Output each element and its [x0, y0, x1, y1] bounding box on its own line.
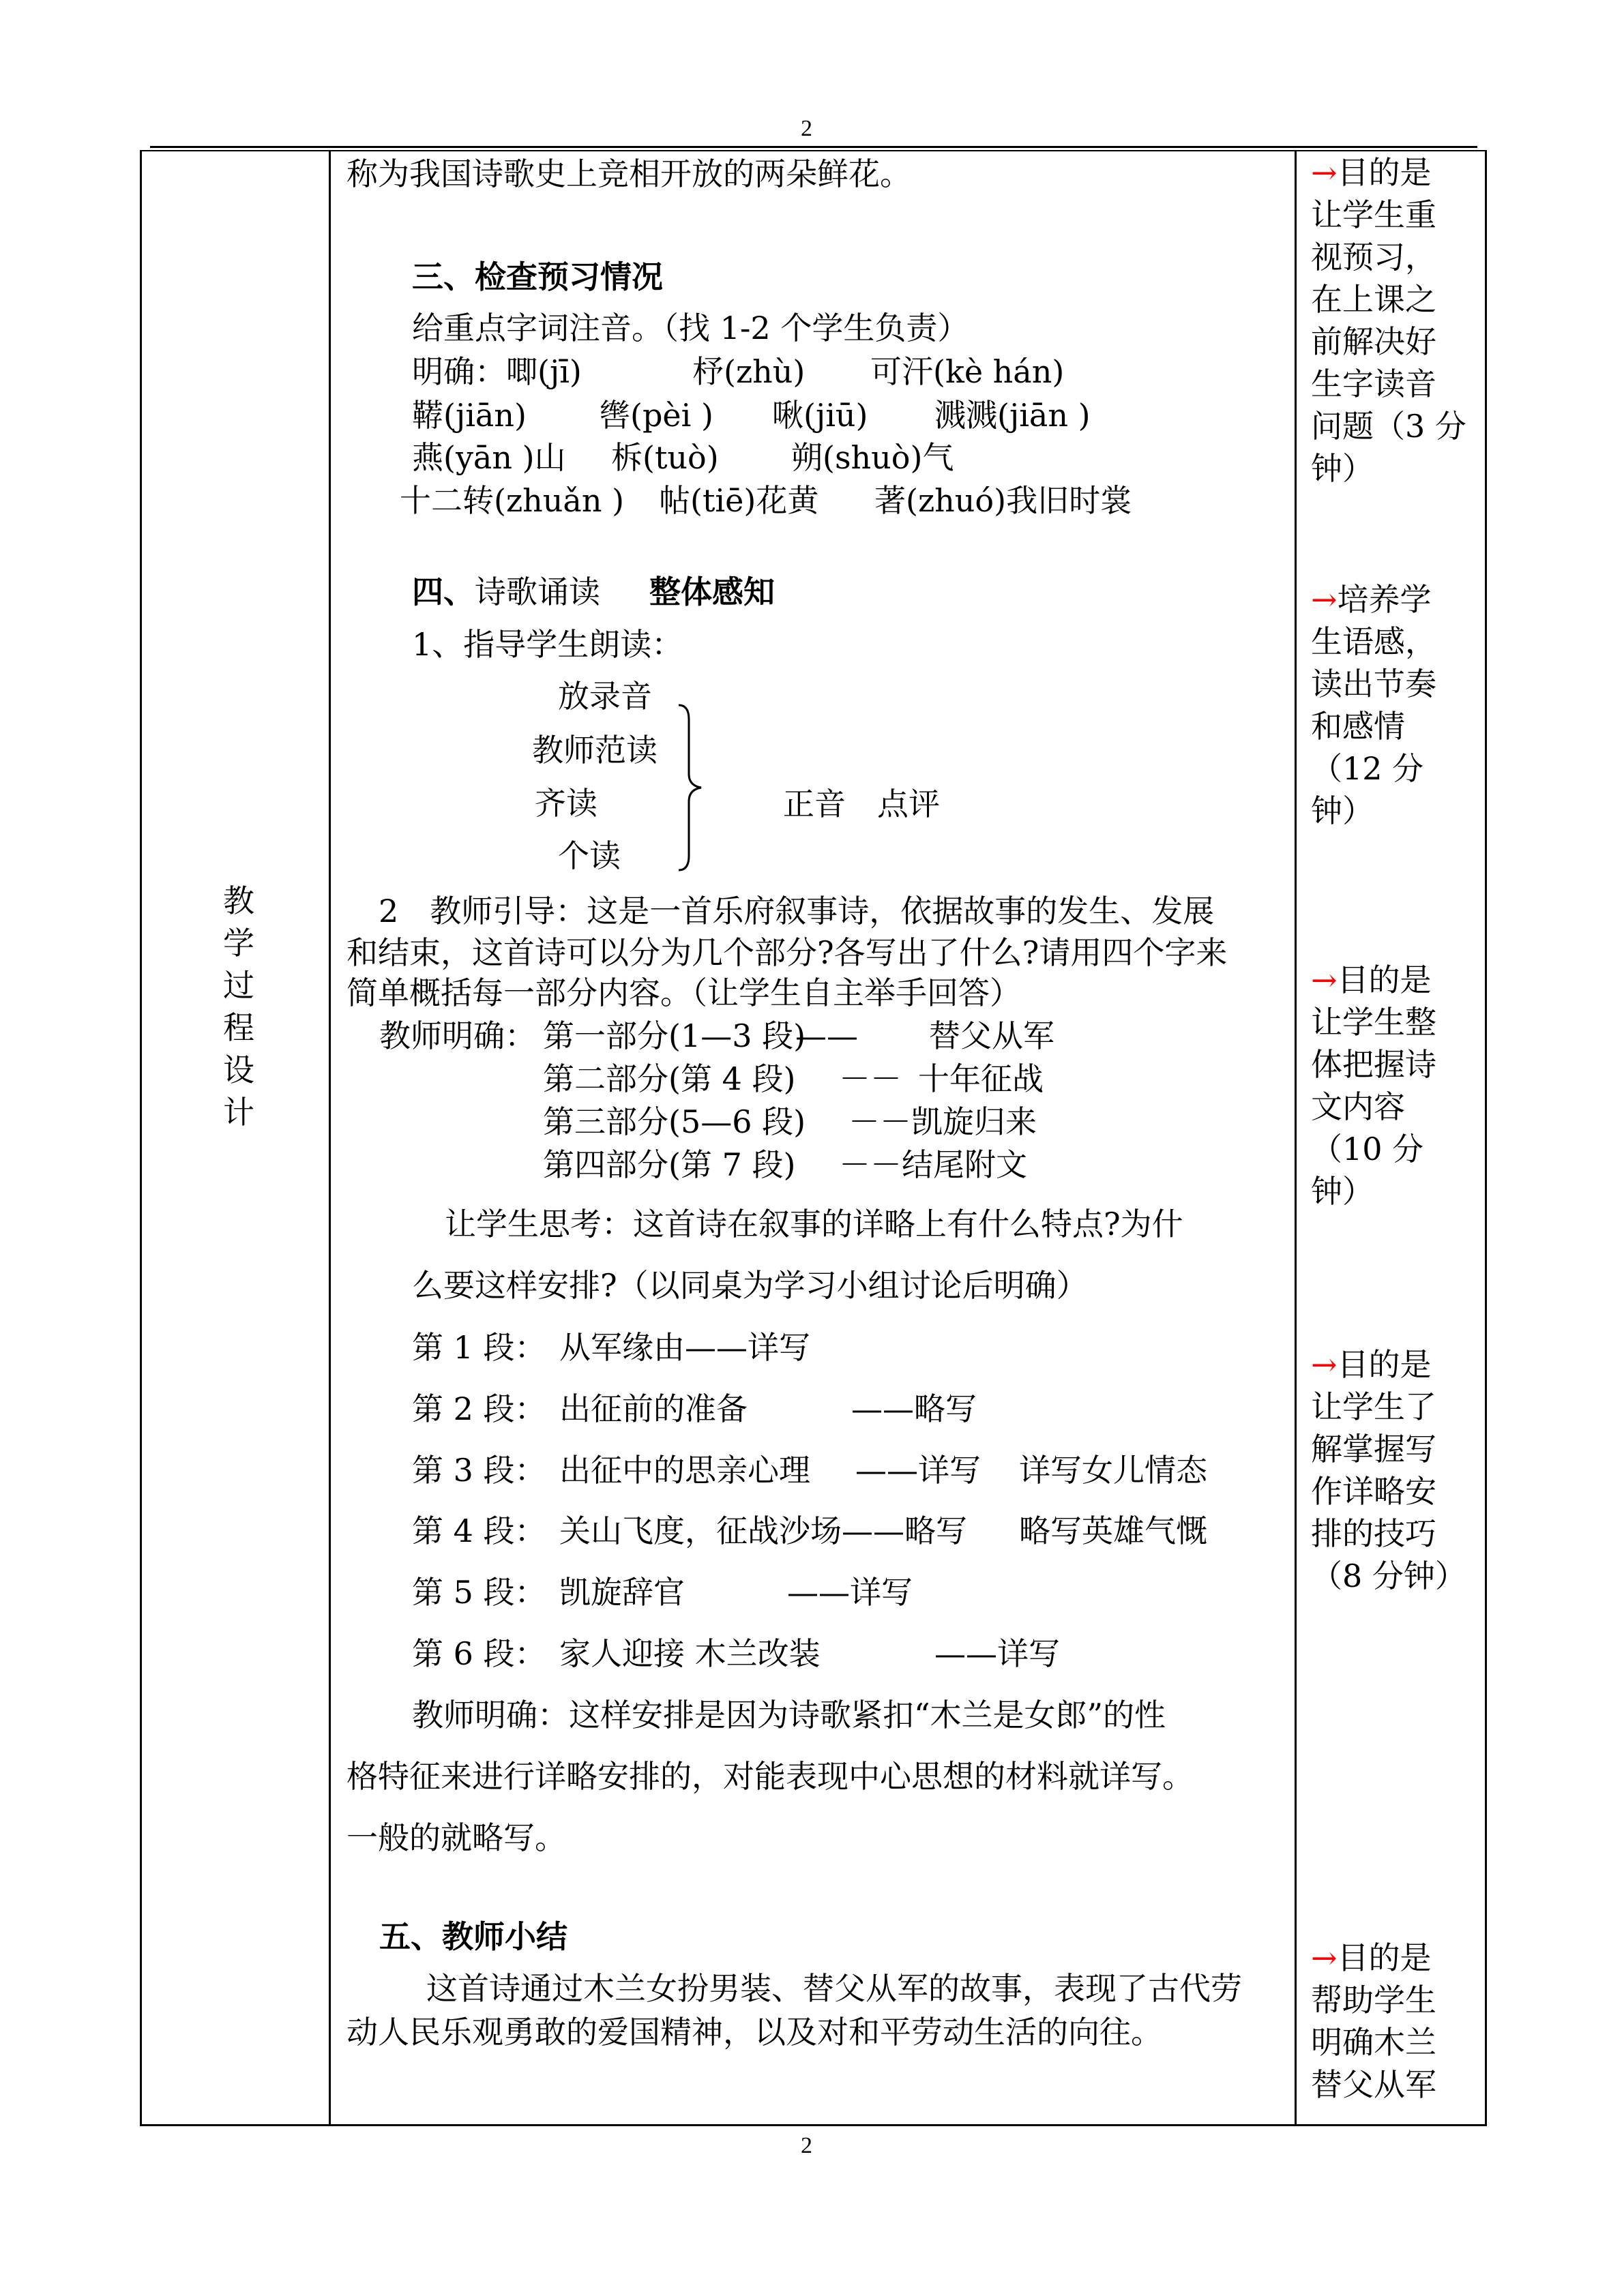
- page-number-top: 2: [801, 116, 812, 141]
- section4-heading: [412, 573, 775, 610]
- table-left-border: [140, 150, 142, 2126]
- side-note-first-line: →目的是: [1311, 961, 1432, 998]
- label-char: 设: [223, 1052, 254, 1088]
- paragraph-note: 详写女儿情态: [1019, 1452, 1207, 1489]
- section3-instruction: 给重点字词注音。（找 1-2 个学生负责）: [412, 310, 969, 346]
- table-bottom-rule: [140, 2124, 1487, 2126]
- paragraph-content: 家人迎接 木兰改装: [559, 1635, 821, 1672]
- paragraph-tag: ——详写: [934, 1635, 1060, 1672]
- section3-heading: 三、检查预习情况: [412, 258, 663, 295]
- pinyin-item: 可汗(kè hán): [870, 353, 1065, 390]
- part-sep: －－凯旋归来: [848, 1103, 1037, 1140]
- part-summary: 十年征战: [918, 1060, 1044, 1097]
- part-sep: －－结尾附文: [839, 1146, 1027, 1183]
- teaching-process-label: [218, 880, 259, 1133]
- paragraph-label: 第 4 段：: [412, 1512, 546, 1549]
- intro-line: 称为我国诗歌史上竞相开放的两朵鲜花。: [346, 155, 911, 192]
- side-note: →目的是 让学生重 视预习， 在上课之 前解决好 生字读音 问题（3 分 钟）: [1311, 151, 1466, 490]
- conclusion-line: 格特征来进行详略安排的，对能表现中心思想的材料就详写。: [346, 1758, 1194, 1795]
- paragraph-tag: ——略写: [851, 1390, 977, 1427]
- reading-method: 个读: [558, 837, 621, 874]
- side-note-first-line: →培养学: [1311, 581, 1432, 618]
- part-name: 第三部分(5—6 段): [543, 1103, 806, 1140]
- item2-line: 2 教师引导：这是一首乐府叙事诗，依据故事的发生、发展: [379, 893, 1215, 929]
- table-top-rule-inner: [140, 150, 1487, 151]
- side-note-first-line: →目的是: [1311, 154, 1432, 191]
- teacher-clarify-label: 教师明确：: [379, 1017, 536, 1054]
- red-arrow-icon: →: [1311, 154, 1338, 191]
- pinyin-item: 帖(tiē)花黄: [659, 482, 819, 519]
- section5-line: 这首诗通过木兰女扮男装、替父从军的故事，表现了古代劳: [426, 1970, 1242, 2007]
- paragraph-tag: ——详写: [855, 1452, 981, 1489]
- red-arrow-icon: →: [1311, 581, 1338, 618]
- section4-heading-number: 四、: [412, 573, 475, 610]
- think-line: 么要这样安排?（以同桌为学习小组讨论后明确）: [412, 1267, 1088, 1304]
- reading-method: 齐读: [535, 785, 597, 822]
- paragraph-label: 第 6 段：: [412, 1635, 546, 1672]
- side-note: →培养学 生语感， 读出节奏 和感情 （12 分 钟）: [1311, 578, 1436, 832]
- paragraph-content: 出征中的思亲心理: [559, 1452, 810, 1489]
- paragraph-content: 出征前的准备: [559, 1390, 748, 1427]
- label-char: 程: [223, 1009, 254, 1046]
- reading-method: 教师范读: [532, 732, 658, 769]
- pinyin-item: 著(zhuó)我旧时裳: [874, 482, 1132, 519]
- reading-method: 放录音: [558, 678, 652, 715]
- pinyin-item: 十二转(zhuǎn ): [400, 482, 625, 519]
- section5-heading: 五、教师小结: [379, 1918, 567, 1955]
- side-note: →目的是 帮助学生 明确木兰 替父从军: [1311, 1937, 1436, 2106]
- column-divider-left: [329, 150, 331, 2126]
- part-summary: 替父从军: [929, 1017, 1054, 1054]
- conclusion-line: 教师明确：这样安排是因为诗歌紧扣“木兰是女郎”的性: [412, 1697, 1166, 1733]
- part-sep: －－: [839, 1060, 902, 1097]
- pinyin-item: 明确：唧(jī): [412, 353, 582, 390]
- column-divider-right: [1295, 150, 1297, 2126]
- conclusion-line: 一般的就略写。: [346, 1819, 566, 1856]
- table-right-border: [1485, 150, 1487, 2126]
- pinyin-item: 辔(pèi ): [599, 397, 713, 434]
- section4-heading-title: 诗歌诵读: [475, 573, 600, 610]
- table-top-rule: [150, 146, 1477, 148]
- item2-line: 和结束，这首诗可以分为几个部分?各写出了什么?请用四个字来: [346, 934, 1228, 971]
- label-char: 教: [223, 882, 254, 919]
- pinyin-item: 杼(zhù): [692, 353, 806, 390]
- item2-line: 简单概括每一部分内容。（让学生自主举手回答）: [346, 974, 1021, 1011]
- paragraph-tag: ——详写: [787, 1574, 913, 1611]
- side-note: →目的是 让学生了 解掌握写 作详略安 排的技巧 （8 分钟）: [1311, 1343, 1466, 1597]
- paragraph-label: 第 2 段：: [412, 1390, 546, 1427]
- paragraph-label: 第 5 段：: [412, 1574, 546, 1611]
- pinyin-item: 朔(shuò)气: [791, 439, 954, 476]
- label-char: 计: [223, 1094, 254, 1131]
- paragraph-content: 凯旋辞官: [559, 1574, 685, 1611]
- paragraph-note: 略写英雄气慨: [1019, 1512, 1207, 1549]
- part-name: 第四部分(第 7 段): [543, 1146, 796, 1183]
- red-arrow-icon: →: [1311, 1939, 1338, 1976]
- section4-heading-subtitle: 整体感知: [649, 573, 775, 610]
- section4-item1: 1、指导学生朗读：: [412, 626, 683, 663]
- side-note-first-line: →目的是: [1311, 1346, 1432, 1383]
- pinyin-item: 鞯(jiān): [412, 397, 527, 434]
- page-number-bottom: 2: [801, 2133, 812, 2158]
- red-arrow-icon: →: [1311, 1346, 1338, 1383]
- paragraph-label: 第 3 段：: [412, 1452, 546, 1489]
- paragraph-content: 从军缘由——详写: [559, 1329, 810, 1366]
- part-name: 第一部分(1—3 段): [543, 1017, 806, 1054]
- pinyin-item: 柝(tuò): [611, 439, 719, 476]
- side-note: →目的是 让学生整 体把握诗 文内容 （10 分 钟）: [1311, 959, 1436, 1212]
- paragraph-content: 关山飞度，征战沙场——略写: [559, 1512, 967, 1549]
- section5-line: 动人民乐观勇敢的爱国精神，以及对和平劳动生活的向往。: [346, 2014, 1162, 2051]
- label-char: 过: [223, 967, 254, 1004]
- pinyin-item: 燕(yān )山: [412, 439, 566, 476]
- side-note-first-line: →目的是: [1311, 1939, 1432, 1976]
- pinyin-item: 溅溅(jiān ): [934, 397, 1091, 434]
- reading-brace: [675, 702, 709, 873]
- paragraph-label: 第 1 段：: [412, 1329, 546, 1366]
- pinyin-item: 啾(jiū): [772, 397, 868, 434]
- red-arrow-icon: →: [1311, 961, 1338, 998]
- part-name: 第二部分(第 4 段): [543, 1060, 796, 1097]
- think-line: 让学生思考：这首诗在叙事的详略上有什么特点?为什: [445, 1206, 1183, 1242]
- label-char: 学: [223, 925, 254, 961]
- reading-result: 正音 点评: [783, 786, 940, 822]
- part-sep: ——: [795, 1017, 858, 1054]
